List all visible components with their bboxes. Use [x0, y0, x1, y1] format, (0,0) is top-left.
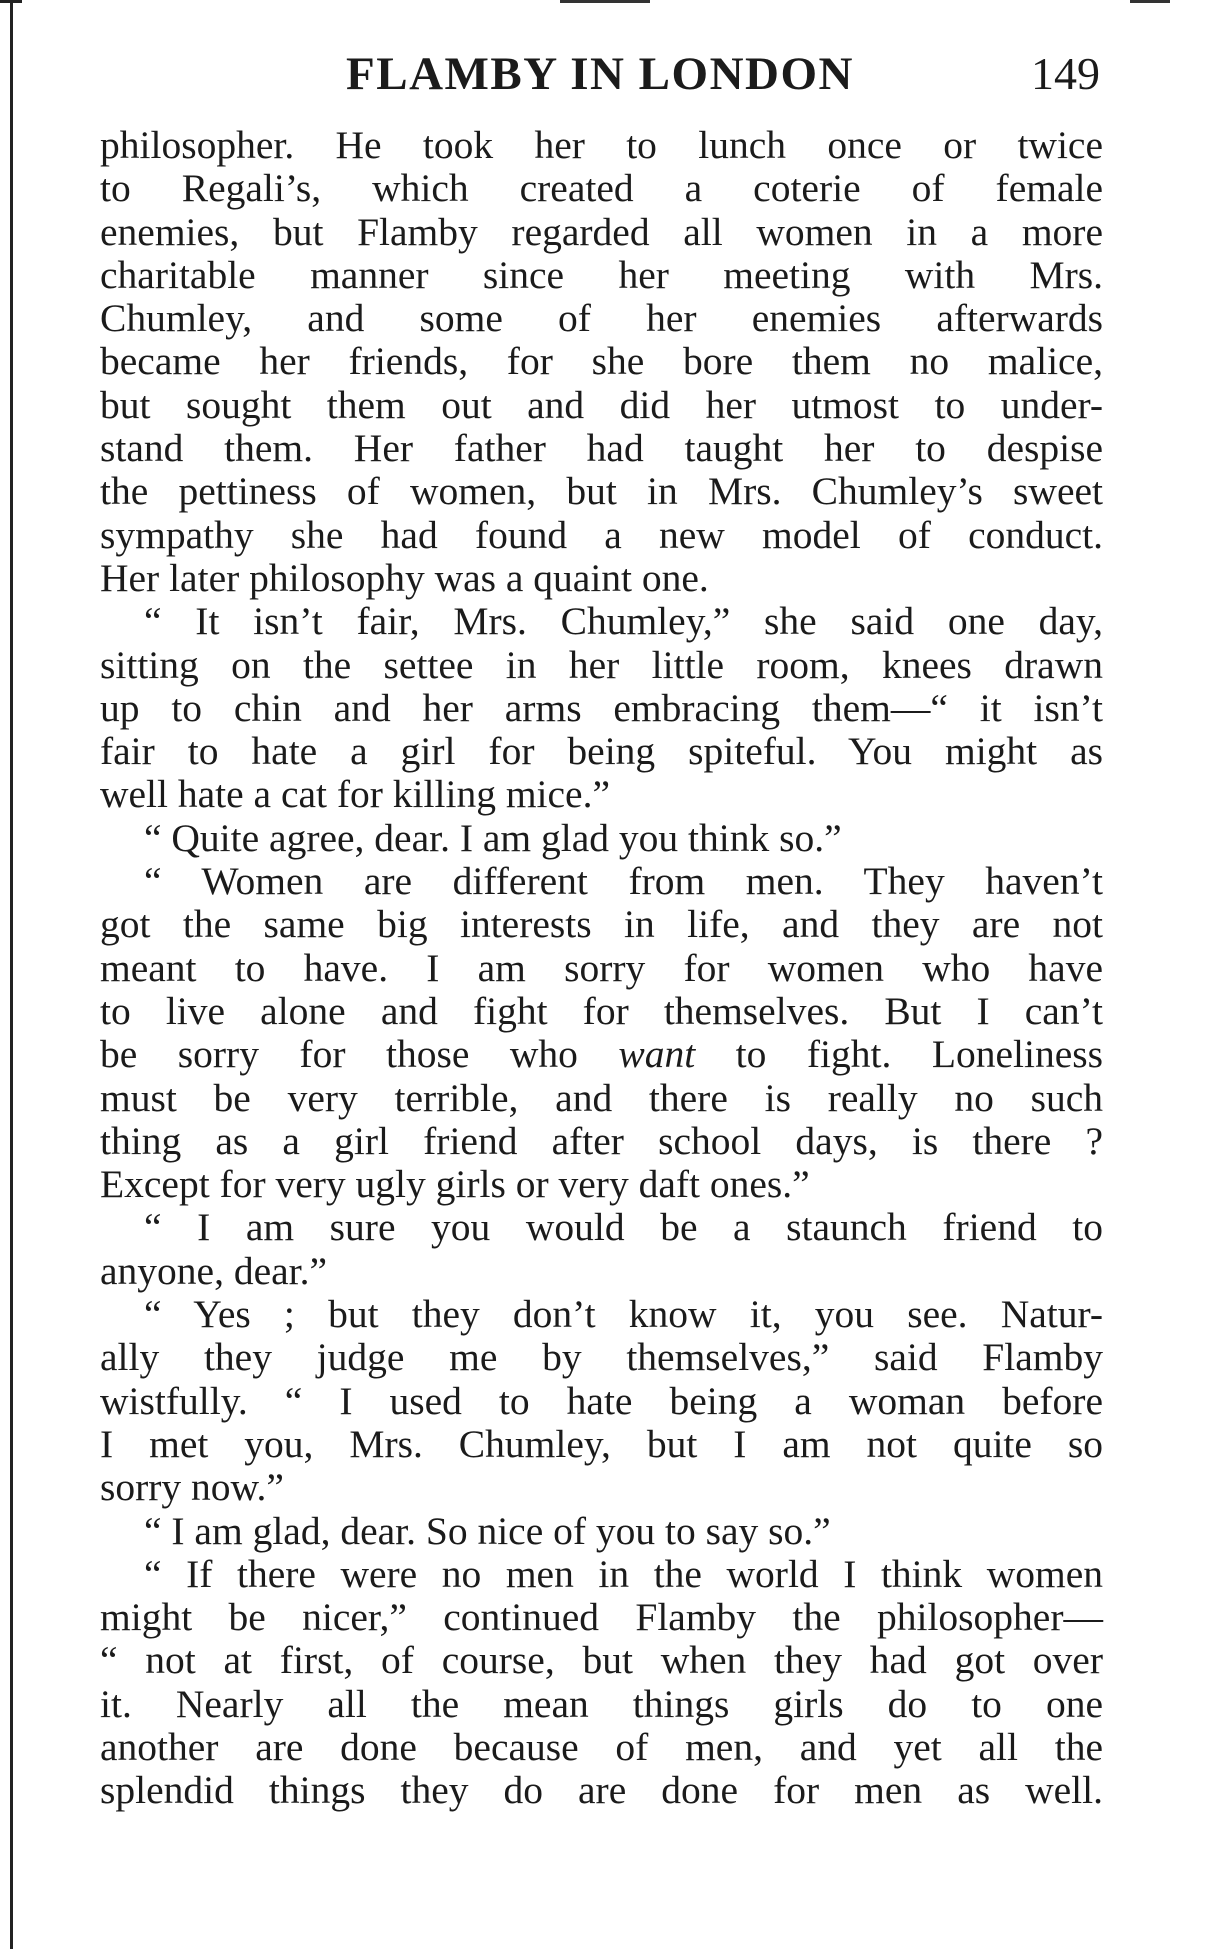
text-line: up to chin and her arms embracing them—“ it isn’t — [100, 685, 1103, 730]
text-run: to fight. Loneliness — [695, 1032, 1103, 1077]
body-text — [100, 124, 1103, 1813]
top-edge-mark — [560, 0, 650, 3]
text-line: the pettiness of women, but in Mrs. Chumley’s sweet — [100, 469, 1103, 514]
running-title: FLAMBY IN LONDON — [346, 48, 854, 100]
text-line: must be very terrible, and there is really no such — [100, 1075, 1103, 1120]
page-number: 149 — [1031, 48, 1100, 99]
text-line: another are done because of men, and yet all the — [100, 1724, 1103, 1769]
text-line: got the same big interests in life, and they are not — [100, 902, 1103, 947]
text-line: to live alone and fight for themselves. But I can’t — [100, 988, 1103, 1033]
text-line: became her friends, for she bore them no malice, — [100, 339, 1103, 384]
text-line: anyone, dear.” — [100, 1248, 328, 1293]
text-line: wistfully. “ I used to hate being a woman before — [100, 1378, 1103, 1423]
text-line: fair to hate a girl for being spiteful. You might as — [100, 729, 1103, 774]
text-run: be sorry for those who — [100, 1032, 619, 1077]
text-line: Chumley, and some of her enemies afterwards — [100, 296, 1103, 341]
text-line: “ I am sure you would be a staunch friend to — [144, 1205, 1103, 1250]
text-line: Her later philosophy was a quaint one. — [100, 555, 709, 600]
binding-corner-mark — [0, 0, 22, 3]
text-line: well hate a cat for killing mice.” — [100, 772, 610, 817]
text-line: thing as a girl friend after school days, is there ? — [100, 1118, 1103, 1163]
text-line: meant to have. I am sorry for women who have — [100, 945, 1103, 990]
text-line: “ It isn’t fair, Mrs. Chumley,” she said one day, — [144, 599, 1103, 644]
text-line: to Regali’s, which created a coterie of female — [100, 166, 1103, 211]
text-line: might be nicer,” continued Flamby the philosopher— — [100, 1595, 1103, 1640]
text-line: ally they judge me by themselves,” said Flamby — [100, 1335, 1103, 1380]
text-line: “ Women are different from men. They haven’t — [144, 859, 1103, 904]
text-line: enemies, but Flamby regarded all women in a more — [100, 209, 1103, 254]
top-edge-mark — [1130, 0, 1170, 3]
text-line: “ Yes ; but they don’t know it, you see. Natur- — [144, 1292, 1103, 1337]
emphasized-word: want — [618, 1032, 696, 1077]
text-line: I met you, Mrs. Chumley, but I am not quite so — [100, 1421, 1103, 1466]
text-line: Except for very ugly girls or very daft ones.” — [100, 1162, 810, 1207]
running-header — [100, 44, 1100, 104]
text-line: splendid things they do are done for men as well. — [100, 1768, 1103, 1813]
text-line: sympathy she had found a new model of conduct. — [100, 512, 1103, 557]
text-line: “ I am glad, dear. So nice of you to say so.” — [144, 1508, 831, 1553]
text-line: “ Quite agree, dear. I am glad you think so.” — [144, 815, 842, 860]
text-line: it. Nearly all the mean things girls do to one — [100, 1681, 1103, 1726]
text-line: sitting on the settee in her little room, knees drawn — [100, 642, 1103, 687]
text-line: stand them. Her father had taught her to despise — [100, 426, 1103, 471]
text-line: “ not at first, of course, but when they had got over — [100, 1638, 1103, 1683]
binding-edge-line — [10, 0, 13, 1949]
text-line: sorry now.” — [100, 1465, 284, 1510]
text-line: but sought them out and did her utmost to under- — [100, 382, 1103, 427]
text-line: philosopher. He took her to lunch once or twice — [100, 123, 1103, 167]
text-line: charitable manner since her meeting with Mrs. — [100, 252, 1103, 297]
text-line: “ If there were no men in the world I think women — [144, 1551, 1103, 1596]
text-line — [100, 1033, 1103, 1076]
